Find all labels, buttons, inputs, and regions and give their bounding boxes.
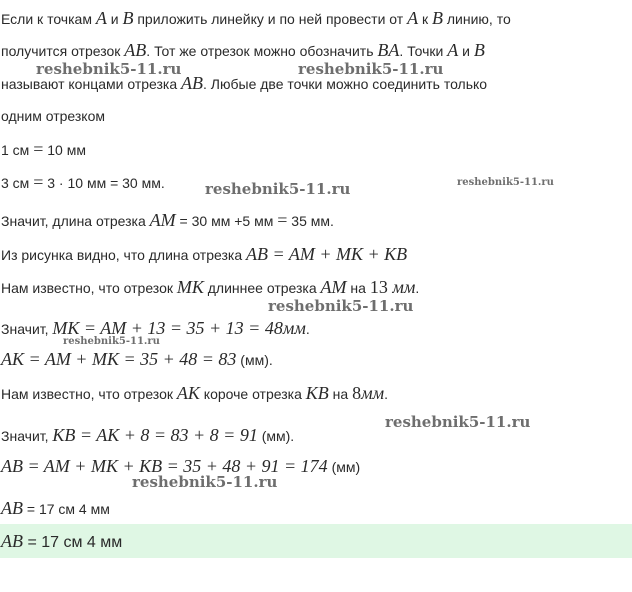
watermark: reshebnik5-11.ru: [132, 473, 278, 491]
answer-text: AB = 17 см 4 мм: [1, 531, 123, 551]
paragraph-line-4: одним отрезком: [1, 108, 105, 124]
ab-sum: Из рисунка видно, что длина отрезка AB = AM + MK + KB: [1, 244, 408, 264]
watermark: reshebnik5-11.ru: [36, 60, 182, 78]
conversion-2: 3 см = 3 · 10 мм = 30 мм.: [1, 172, 165, 192]
ak-calc: AK = AM + MK = 35 + 48 = 83 (мм).: [1, 349, 273, 369]
am-length: Значит, длина отрезка AM = 30 мм +5 мм = 35 мм.: [1, 210, 334, 230]
watermark: reshebnik5-11.ru: [63, 336, 160, 347]
watermark: reshebnik5-11.ru: [457, 177, 554, 188]
kb-known: Нам известно, что отрезок AK короче отрезка KB на 8мм.: [1, 383, 388, 403]
paragraph-line-3: называют концами отрезка AB. Любые две точки можно соединить только: [1, 73, 488, 93]
paragraph-line-2: получится отрезок AB. Тот же отрезок можно обозначить BA. Точки A и B: [1, 40, 485, 60]
mk-calc: Значит, MK = AM + 13 = 35 + 13 = 48мм.: [1, 318, 310, 338]
watermark: reshebnik5-11.ru: [385, 413, 531, 431]
ab-calc: AB = AM + MK + KB = 35 + 48 + 91 = 174 (мм): [1, 456, 361, 476]
conversion-1: 1 см = 10 мм: [1, 139, 86, 159]
mk-known: Нам известно, что отрезок MK длиннее отрезка AM на 13 мм.: [1, 277, 420, 297]
watermark: reshebnik5-11.ru: [205, 180, 351, 198]
answer-box: [0, 524, 632, 558]
paragraph-line-1: Если к точкам A и B приложить линейку и по ней провести от A к B линию, то: [1, 8, 511, 28]
ab-conversion: AB = 17 см 4 мм: [1, 498, 110, 518]
kb-calc: Значит, KB = AK + 8 = 83 + 8 = 91 (мм).: [1, 425, 295, 445]
watermark: reshebnik5-11.ru: [268, 297, 414, 315]
watermark: reshebnik5-11.ru: [298, 60, 444, 78]
